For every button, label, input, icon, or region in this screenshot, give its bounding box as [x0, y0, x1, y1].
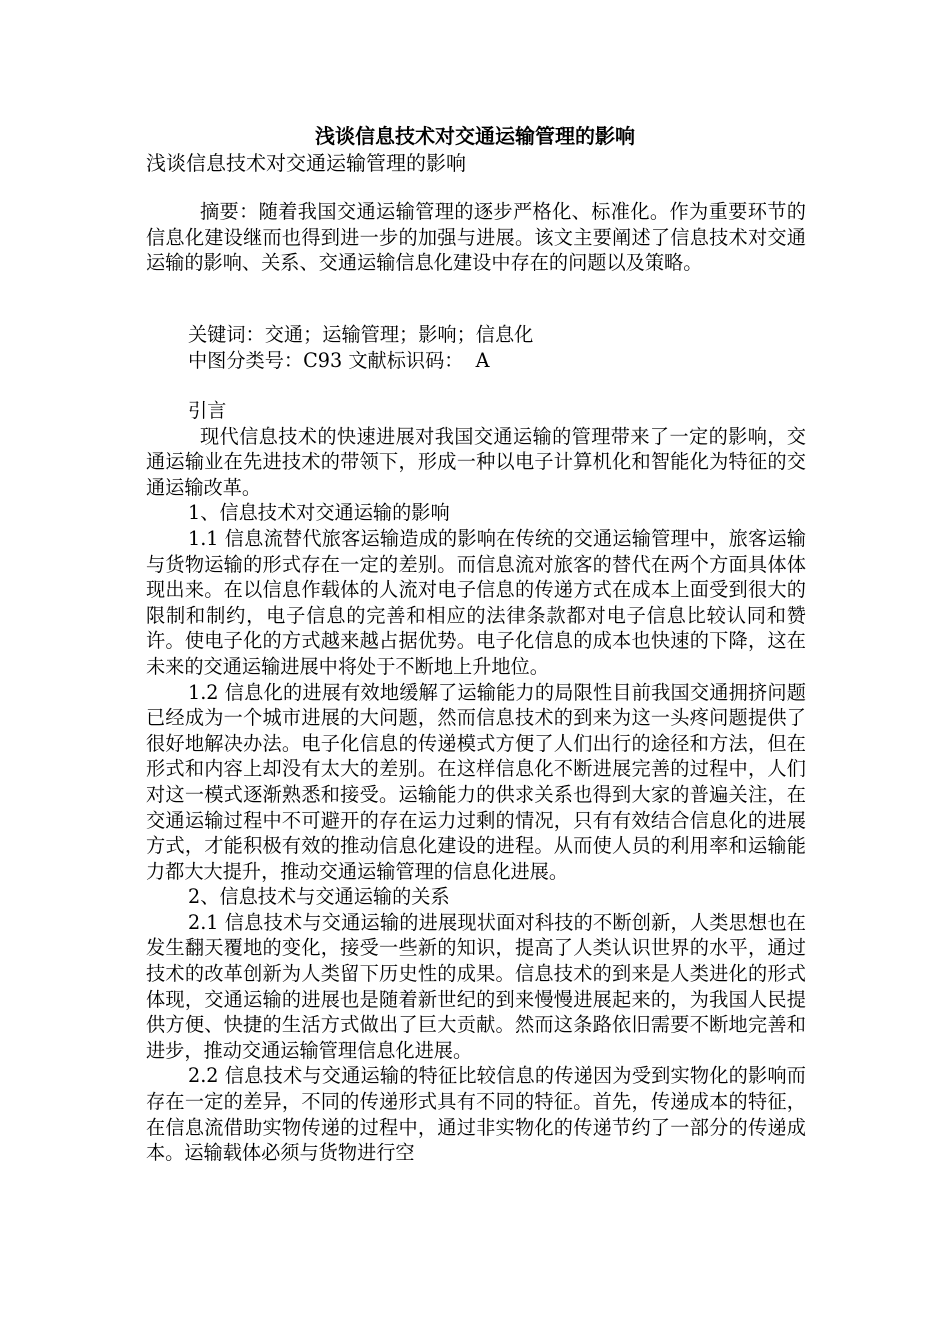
- paragraph-2-2: 2.2 信息技术与交通运输的特征比较信息的传递因为受到实物化的影响而存在一定的差异，不同的传递形式具有不同的特征。首先，传递成本的特征，在信息流借助实物传递的过程中，通过非实物化的传递节约了一部分的传递成本。运输载体必须与货物进行空: [146, 1064, 806, 1165]
- document-subtitle: 浅谈信息技术对交通运输管理的影响: [146, 151, 466, 175]
- meta-block: [146, 322, 806, 373]
- keywords-line: 关键词：交通；运输管理；影响；信息化: [188, 323, 534, 346]
- body-block: [146, 398, 806, 1166]
- paragraph-1-1: 1.1 信息流替代旅客运输造成的影响在传统的交通运输管理中，旅客运输与货物运输的形式存在一定的差别。而信息流对旅客的替代在两个方面具体体现出来。在以信息作载体的人流对电子信息的传递方式在成本上面受到很大的限制和制约，电子信息的完善和相应的法律条款都对电子信息比较认同和赞许。使电子化的方式越来越占据优势。电子化信息的成本也快速的下降，这在未来的交通运输进展中将处于不断地上升地位。: [146, 526, 806, 678]
- document-title: 浅谈信息技术对交通运输管理的影响: [315, 124, 635, 148]
- intro-paragraph: 现代信息技术的快速进展对我国交通运输的管理带来了一定的影响，交通运输业在先进技术的带领下，形成一种以电子计算机化和智能化为特征的交通运输改革。: [146, 424, 806, 499]
- abstract-block: [146, 199, 806, 276]
- section-1-heading: 1、信息技术对交通运输的影响: [188, 501, 450, 525]
- abstract-paragraph: 摘要：随着我国交通运输管理的逐步严格化、标准化。作为重要环节的信息化建设继而也得到进一步的加强与进展。该文主要阐述了信息技术对交通运输的影响、关系、交通运输信息化建设中存在的问题以及策略。: [146, 200, 806, 275]
- paragraph-2-1: 2.1 信息技术与交通运输的进展现状面对科技的不断创新，人类思想也在发生翻天覆地的变化，接受一些新的知识，提高了人类认识世界的水平，通过技术的改革创新为人类留下历史性的成果。信息技术的到来是人类进化的形式体现，交通运输的进展也是随着新世纪的到来慢慢进展起来的，为我国人民提供方便、快捷的生活方式做出了巨大贡献。然而这条路依旧需要不断地完善和进步，推动交通运输管理信息化进展。: [146, 910, 806, 1062]
- classification-line: 中图分类号：C93 文献标识码： A: [188, 348, 490, 372]
- intro-heading: 引言: [188, 399, 227, 422]
- section-2-heading: 2、信息技术与交通运输的关系: [188, 885, 450, 909]
- paragraph-1-2: 1.2 信息化的进展有效地缓解了运输能力的局限性目前我国交通拥挤问题已经成为一个城市进展的大问题，然而信息技术的到来为这一头疼问题提供了很好地解决办法。电子化信息的传递模式方便了人们出行的途径和方法，但在形式和内容上却没有太大的差别。在这样信息化不断进展完善的过程中，人们对这一模式逐渐熟悉和接受。运输能力的供求关系也得到大家的普遍关注，在交通运输过程中不可避开的存在运力过剩的情况，只有有效结合信息化的进展方式，才能积极有效的推动信息化建设的进程。从而使人员的利用率和运输能力都大大提升，推动交通运输管理的信息化进展。: [146, 680, 806, 883]
